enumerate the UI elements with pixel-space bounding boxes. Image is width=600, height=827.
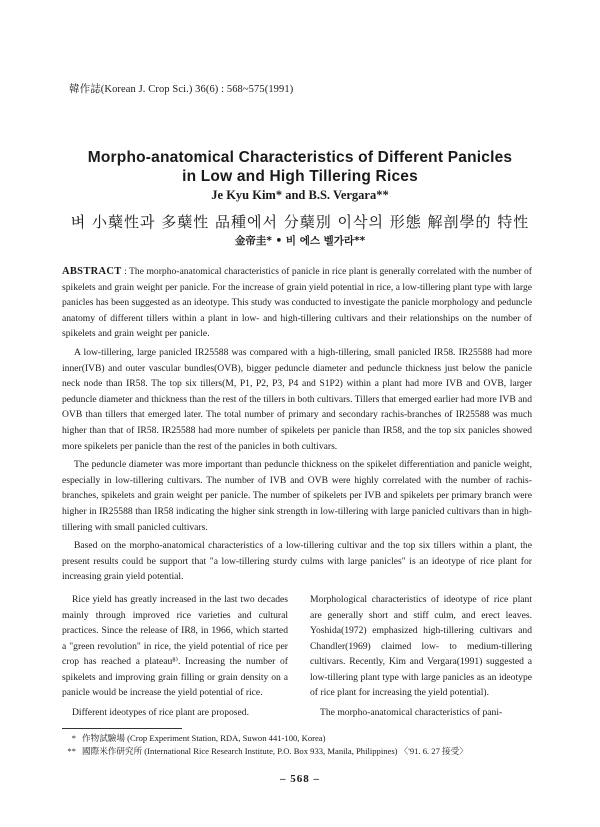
abstract-paragraph-1	[62, 264, 532, 342]
abstract-paragraph-2: A low-tillering, large panicled IR25588 was compared with a high-tillering, small panicled IR58. IR25588 had more inner(IVB) and outer vascular bundles(OVB), bigger peduncle diameter and peduncle thickness just below the panicle neck node than IR58. The top six tillers(M, P1, P2, P3, P4 and S1P2) within a plant had more IVB and OVB, larger peduncle diameter and thickness than the rest of the tillers in both cultivars. Tillers that emerged earlier had more IVB and OVB than tillers that emerged later. The total number of primary and secondary rachis-branches of IR25588 was much higher than that of IR58. IR25588 had more number of spikelets per panicle than IR58, and the top six panicles showed more spikelets per panicle than the rest of the panicles in both cultivars.	[62, 346, 532, 452]
paper-title-line-2: in Low and High Tillering Rices	[182, 168, 418, 185]
abstract	[62, 264, 532, 588]
footnote-mark: **	[67, 746, 76, 756]
abstract-label: ABSTRACT	[62, 266, 122, 277]
footnote-divider	[62, 728, 182, 729]
body-paragraph: Rice yield has greatly increased in the last two decades mainly through improved rice varieties and cultural practices. Since the release of IR8, in 1966, which started a "green revolution" in rice, the yield potential of rice per crop has reached a plateau⁸⁾. Increasing the number of spikelets and improving grain filling or grain density on a panicle would be increase the yield potential of rice.	[62, 594, 288, 698]
korean-title: 벼 小蘖性과 多蘖性 品種에서 分蘖別 이삭의 形態 解剖學的 特性	[70, 213, 530, 231]
body-column-left	[62, 592, 288, 724]
footnote-2	[62, 745, 542, 758]
footnote-text: 作物試驗場 (Crop Experiment Station, RDA, Suwon 441-100, Korea)	[82, 733, 326, 743]
title-block	[0, 148, 600, 249]
abstract-paragraph-4: Based on the morpho-anatomical characteristics of a low-tillering cultivar and the top six tillers within a plant, the present results could be support that "a low-tillering sturdy culms with large panicles" is an ideotype of rice plant for increasing grain yield potential.	[62, 540, 532, 583]
authors: Je Kyu Kim* and B.S. Vergara**	[211, 188, 389, 202]
body-column-right	[310, 592, 532, 724]
body-paragraph: The morpho-anatomical characteristics of pani-	[320, 706, 503, 718]
abstract-text-1: The morpho-anatomical characteristics of panicle in rice plant is generally correlated with the number of spikelets and grain weight per panicle. For the increase of grain yield potential in rice, a low-tillering plant type with large panicles has been suggested as an ideotype. This study was conducted to investigate the panicle morphology and peduncle anatomy of different tillers within a plant in low- and high-tillering cultivars and their relationships on the number of spikelets and grain weight per panicle.	[62, 266, 532, 340]
korean-authors: 金帝圭* • 비 에스 벨가라**	[234, 235, 366, 247]
body-paragraph: Different ideotypes of rice plant are proposed.	[72, 706, 249, 718]
footnote-mark: *	[71, 733, 76, 743]
footnote-1	[62, 732, 542, 745]
paper-title-line-1: Morpho-anatomical Characteristics of Different Panicles	[87, 149, 513, 166]
footnotes	[62, 732, 542, 758]
journal-reference: 韓作誌(Korean J. Crop Sci.) 36(6) : 568~575(1991)	[69, 84, 294, 95]
abstract-separator: :	[121, 266, 130, 277]
body-paragraph: Morphological characteristics of ideotype of rice plant are generally short and stiff culm, and erect leaves. Yoshida(1972) emphasized high-tillering cultivars and Chandler(1969) claimed low- to medium-tillering cultivars. Recently, Kim and Vergara(1991) suggested a low-tillering plant type with large panicles as an ideotype of rice plant for increasing the yield potential).	[310, 594, 532, 698]
page-number: – 568 –	[280, 773, 320, 785]
abstract-paragraph-3: The peduncle diameter was more important than peduncle thickness on the spikelet differentiation and panicle weight, especially in low-tillering cultivars. The number of IVB and OVB were highly correlated with the number of rachis-branches, spikelets and grain weight per panicle. The number of spikelets per IVB and spikelets per primary branch were higher in IR25588 than IR58 indicating the higher sink strength in low-tillering with large panicled cultivars than in high-tillering with small panicled cultivars.	[62, 459, 532, 533]
footnote-text: 國際米作研究所 (International Rice Research Institute, P.O. Box 933, Manila, Philippines) 〈'91. 6. 27 接受〉	[82, 746, 468, 756]
